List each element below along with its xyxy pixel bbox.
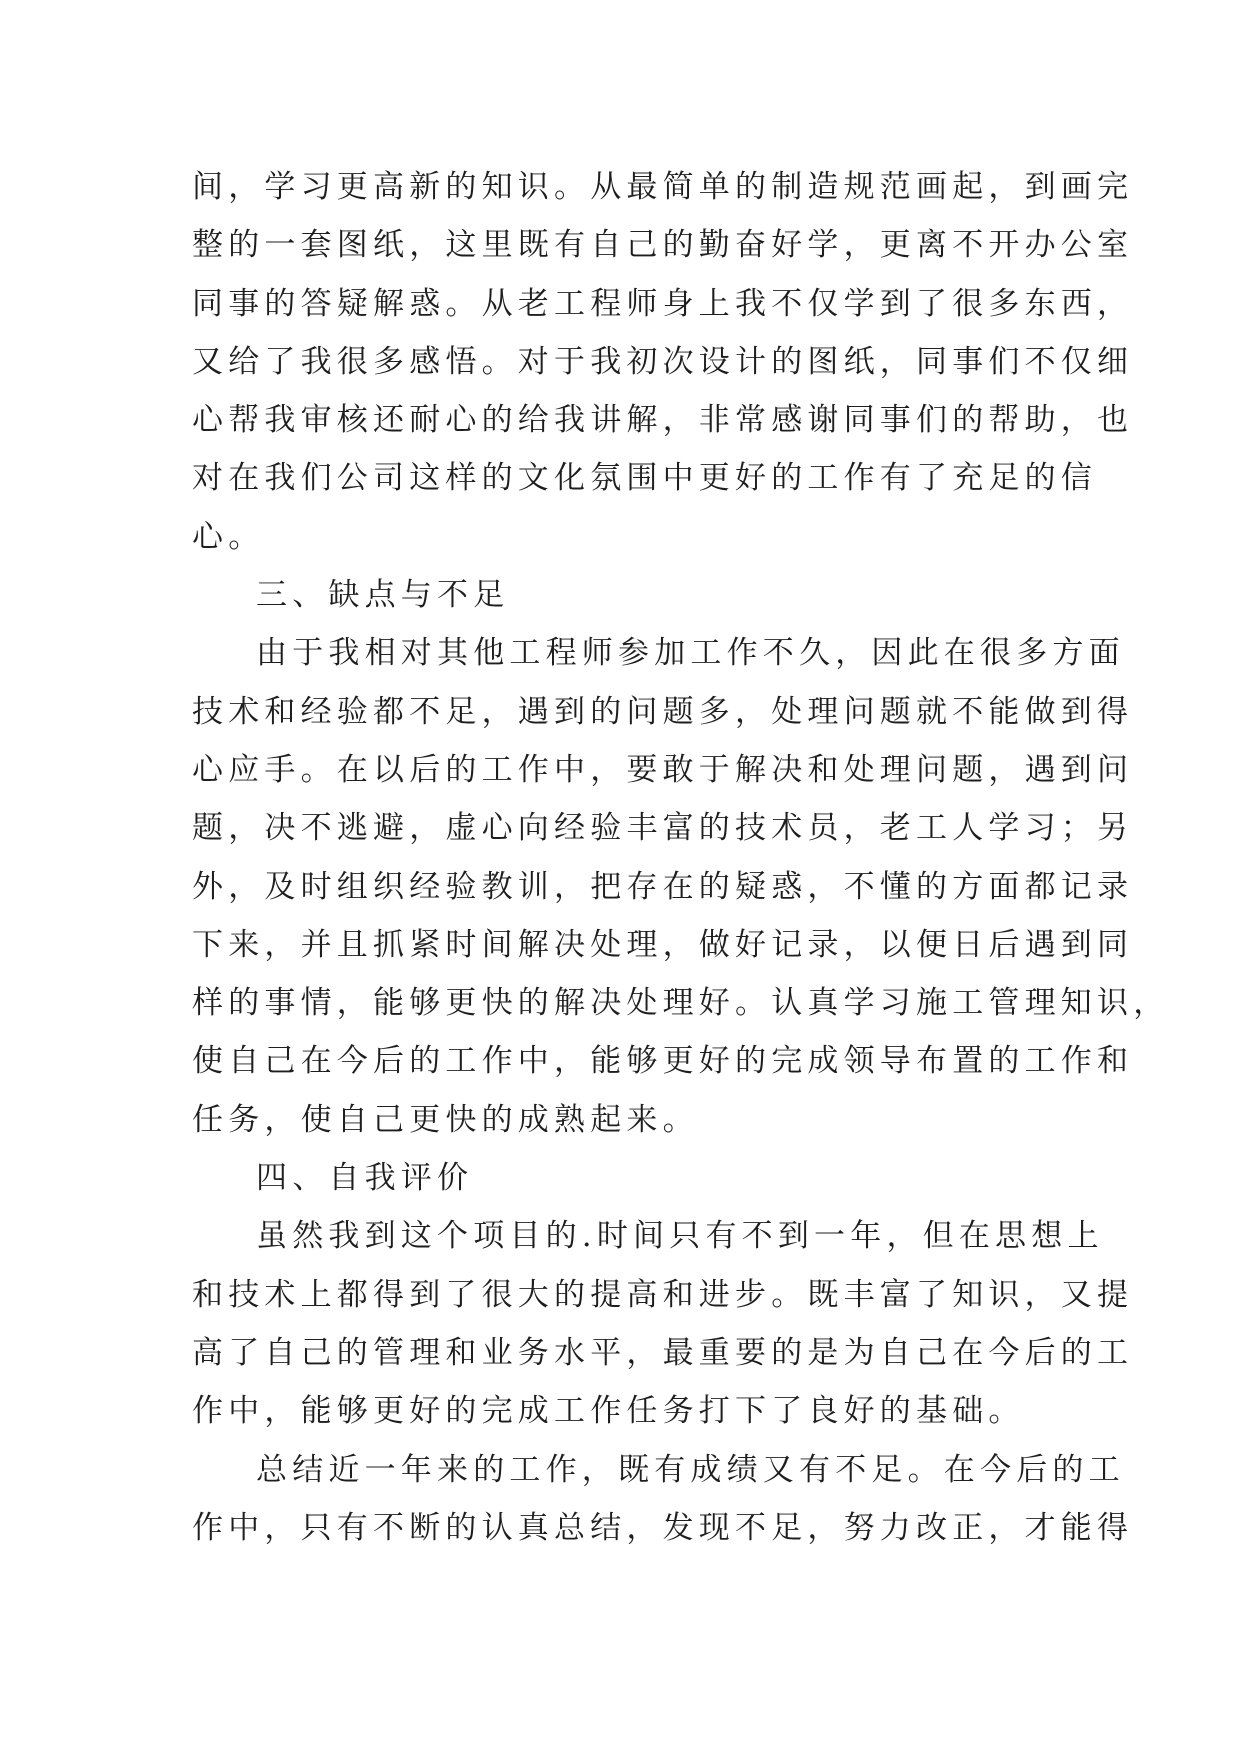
text-line: 心帮我审核还耐心的给我讲解，非常感谢同事们的帮助，也 <box>192 402 1134 439</box>
text-line: 又给了我很多感悟。对于我初次设计的图纸，同事们不仅细 <box>192 343 1134 380</box>
text-line: 同事的答疑解惑。从老工程师身上我不仅学到了很多东西， <box>192 285 1134 322</box>
section-heading: 三、缺点与不足 <box>256 577 510 614</box>
text-line: 总结近一年来的工作，既有成绩又有不足。在今后的工 <box>256 1451 1125 1488</box>
text-line: 任务，使自己更快的成熟起来。 <box>192 1101 699 1138</box>
text-line: 心。 <box>192 518 265 555</box>
section-heading: 四、自我评价 <box>256 1160 474 1197</box>
text-line: 高了自己的管理和业务水平，最重要的是为自己在今后的工 <box>192 1334 1134 1371</box>
text-line: 技术和经验都不足，遇到的问题多，处理问题就不能做到得 <box>192 693 1134 730</box>
text-line: 下来，并且抓紧时间解决处理，做好记录，以便日后遇到同 <box>192 926 1134 963</box>
text-line: 虽然我到这个项目的.时间只有不到一年，但在思想上 <box>256 1218 1104 1255</box>
text-line: 外，及时组织经验教训，把存在的疑惑，不懂的方面都记录 <box>192 868 1134 905</box>
text-line: 和技术上都得到了很大的提高和进步。既丰富了知识，又提 <box>192 1276 1134 1313</box>
text-line: 由于我相对其他工程师参加工作不久，因此在很多方面 <box>256 635 1125 672</box>
text-line: 题，决不逃避，虚心向经验丰富的技术员，老工人学习；另 <box>192 810 1134 847</box>
text-line: 心应手。在以后的工作中，要敢于解决和处理问题，遇到问 <box>192 751 1134 788</box>
text-line: 对在我们公司这样的文化氛围中更好的工作有了充足的信 <box>192 460 1097 497</box>
text-line: 作中，只有不断的认真总结，发现不足，努力改正，才能得 <box>192 1509 1134 1546</box>
text-line: 间，学习更高新的知识。从最简单的制造规范画起，到画完 <box>192 169 1134 205</box>
text-line: 样的事情，能够更快的解决处理好。认真学习施工管理知识， <box>192 985 1170 1022</box>
document-body <box>192 158 1170 1557</box>
text-line: 使自己在今后的工作中，能够更好的完成领导布置的工作和 <box>192 1043 1134 1080</box>
text-line: 作中，能够更好的完成工作任务打下了良好的基础。 <box>192 1393 1025 1430</box>
text-line: 整的一套图纸，这里既有自己的勤奋好学，更离不开办公室 <box>192 227 1134 264</box>
